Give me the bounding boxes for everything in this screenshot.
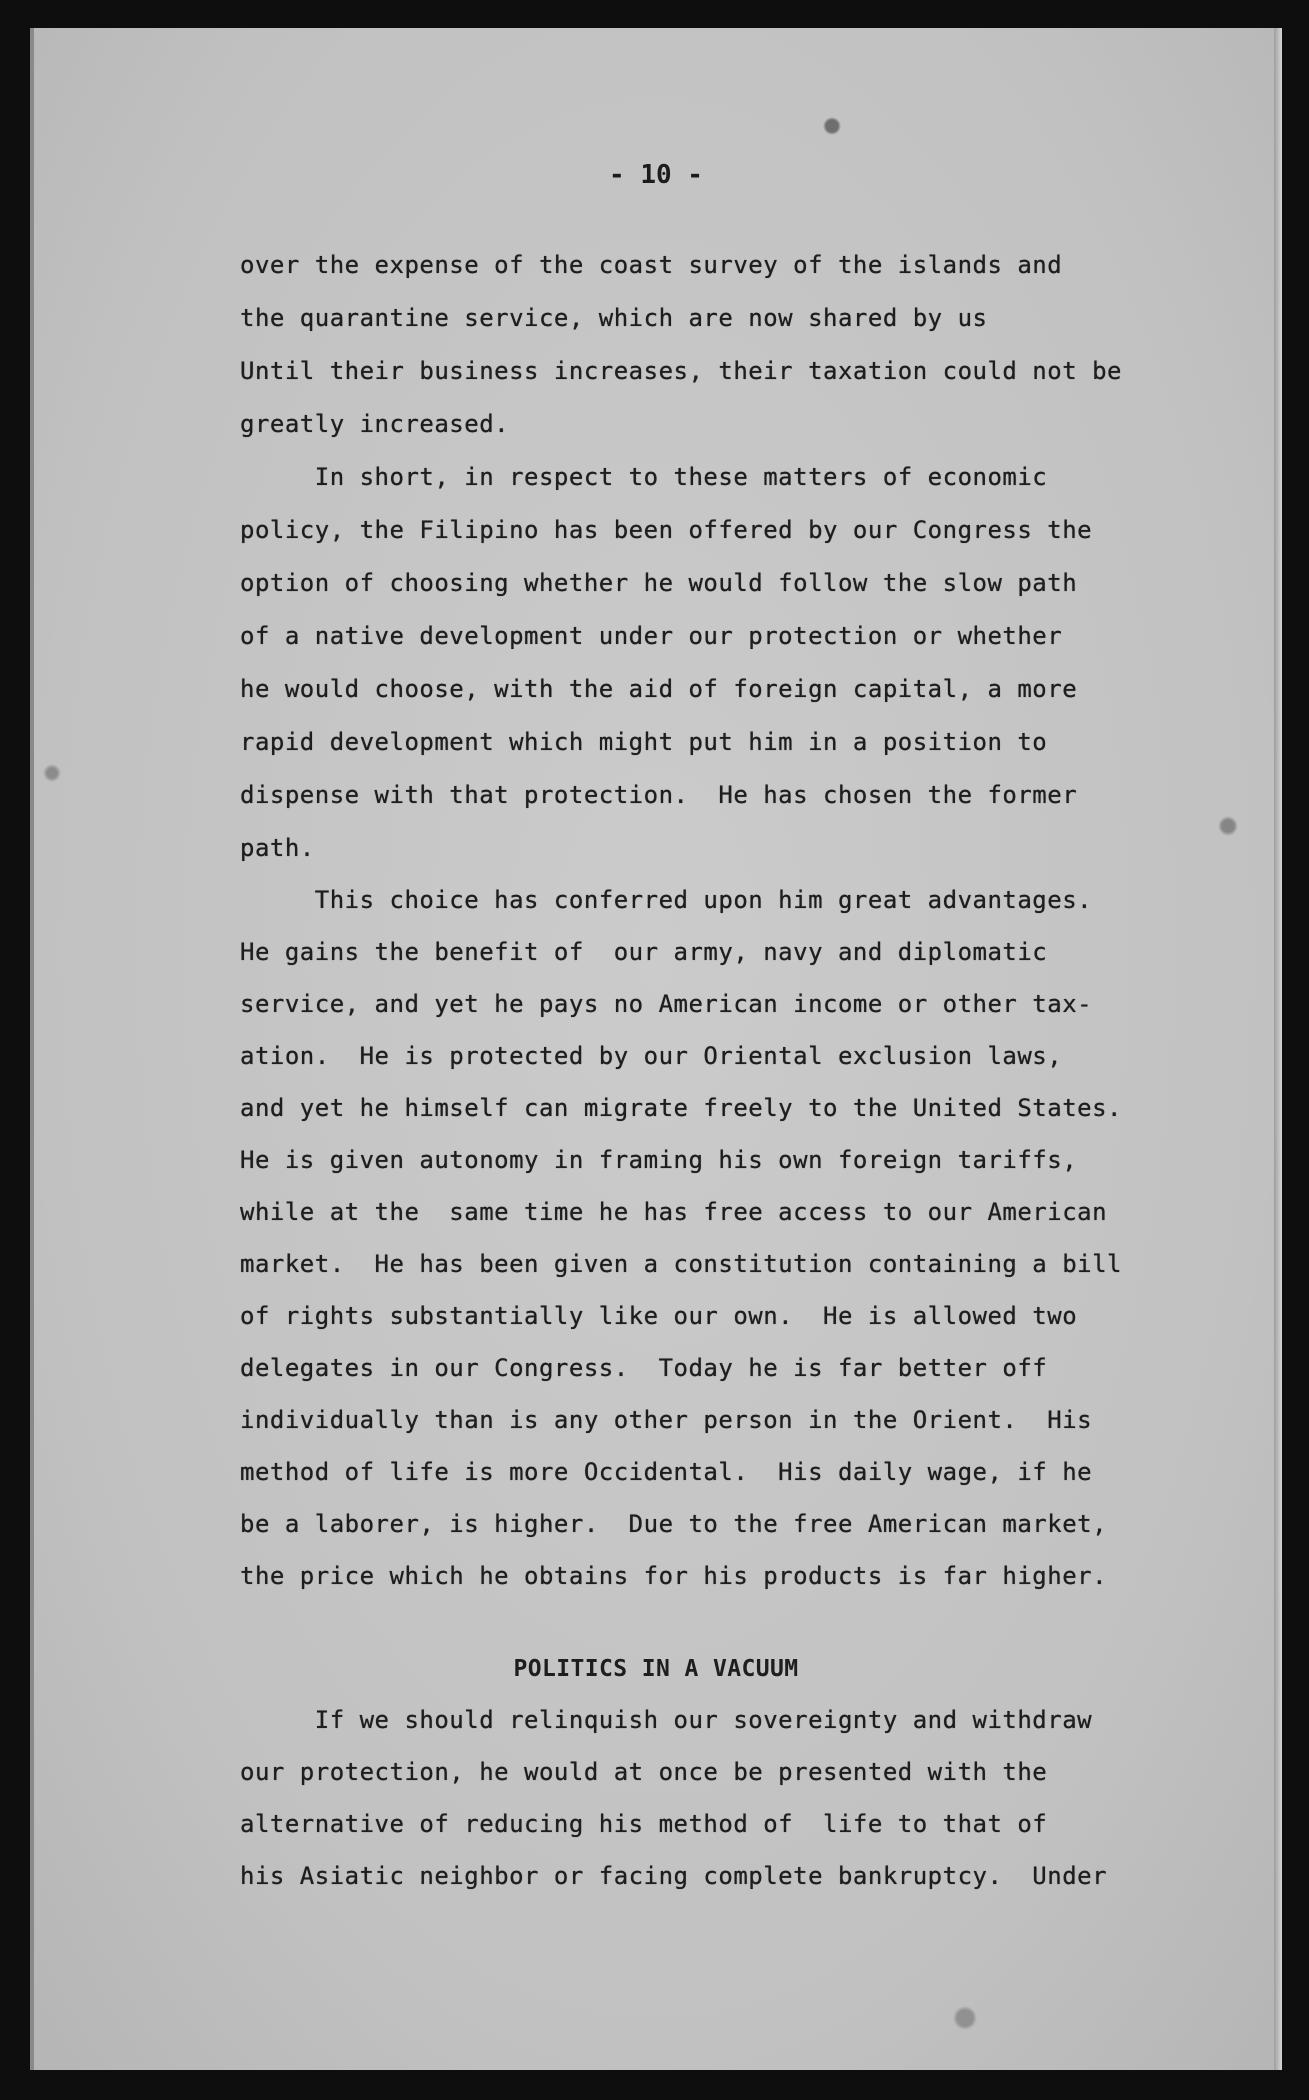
text-line: while at the same time he has free access to our American [240,1198,1108,1226]
section-heading: POLITICS IN A VACUUM [513,1656,799,1682]
text-line: market. He has been given a constitution containing a bill [240,1250,1123,1278]
text-line: delegates in our Congress. Today he is far better off [240,1354,1048,1382]
text-line: Until their business increases, their taxation could not be [240,357,1123,385]
text-line: If we should relinquish our sovereignty and withdraw [240,1706,1093,1734]
text-line: greatly increased. [240,410,510,438]
text-line: of rights substantially like our own. He is allowed two [240,1302,1078,1330]
text-line: method of life is more Occidental. His daily wage, if he [240,1458,1093,1486]
text-line: and yet he himself can migrate freely to the United States. [240,1094,1123,1122]
text-line: In short, in respect to these matters of economic [240,463,1048,491]
text-line: over the expense of the coast survey of the islands and [240,251,1063,279]
text-line: ation. He is protected by our Oriental exclusion laws, [240,1042,1063,1070]
text-line: He gains the benefit of our army, navy and diplomatic [240,938,1048,966]
text-line: the quarantine service, which are now shared by us [240,304,988,332]
text-line: alternative of reducing his method of life to that of [240,1810,1048,1838]
page-edge [1274,28,1282,2070]
typewritten-page [30,28,1282,2070]
text-line: policy, the Filipino has been offered by our Congress the [240,516,1093,544]
text-line: individually than is any other person in the Orient. His [240,1406,1093,1434]
text-line: service, and yet he pays no American income or other tax- [240,990,1093,1018]
text-line: dispense with that protection. He has chosen the former [240,781,1078,809]
text-line: of a native development under our protection or whether [240,622,1063,650]
text-line: This choice has conferred upon him great advantages. [240,886,1093,914]
text-line: path. [240,834,315,862]
text-line: his Asiatic neighbor or facing complete bankruptcy. Under [240,1862,1108,1890]
text-line: he would choose, with the aid of foreign capital, a more [240,675,1078,703]
text-line: be a laborer, is higher. Due to the free American market, [240,1510,1108,1538]
page-number: - 10 - [609,160,703,190]
text-line: rapid development which might put him in a position to [240,728,1048,756]
text-line: the price which he obtains for his products is far higher. [240,1562,1108,1590]
text-line: He is given autonomy in framing his own foreign tariffs, [240,1146,1078,1174]
text-line: option of choosing whether he would follow the slow path [240,569,1078,597]
text-line: our protection, he would at once be presented with the [240,1758,1048,1786]
